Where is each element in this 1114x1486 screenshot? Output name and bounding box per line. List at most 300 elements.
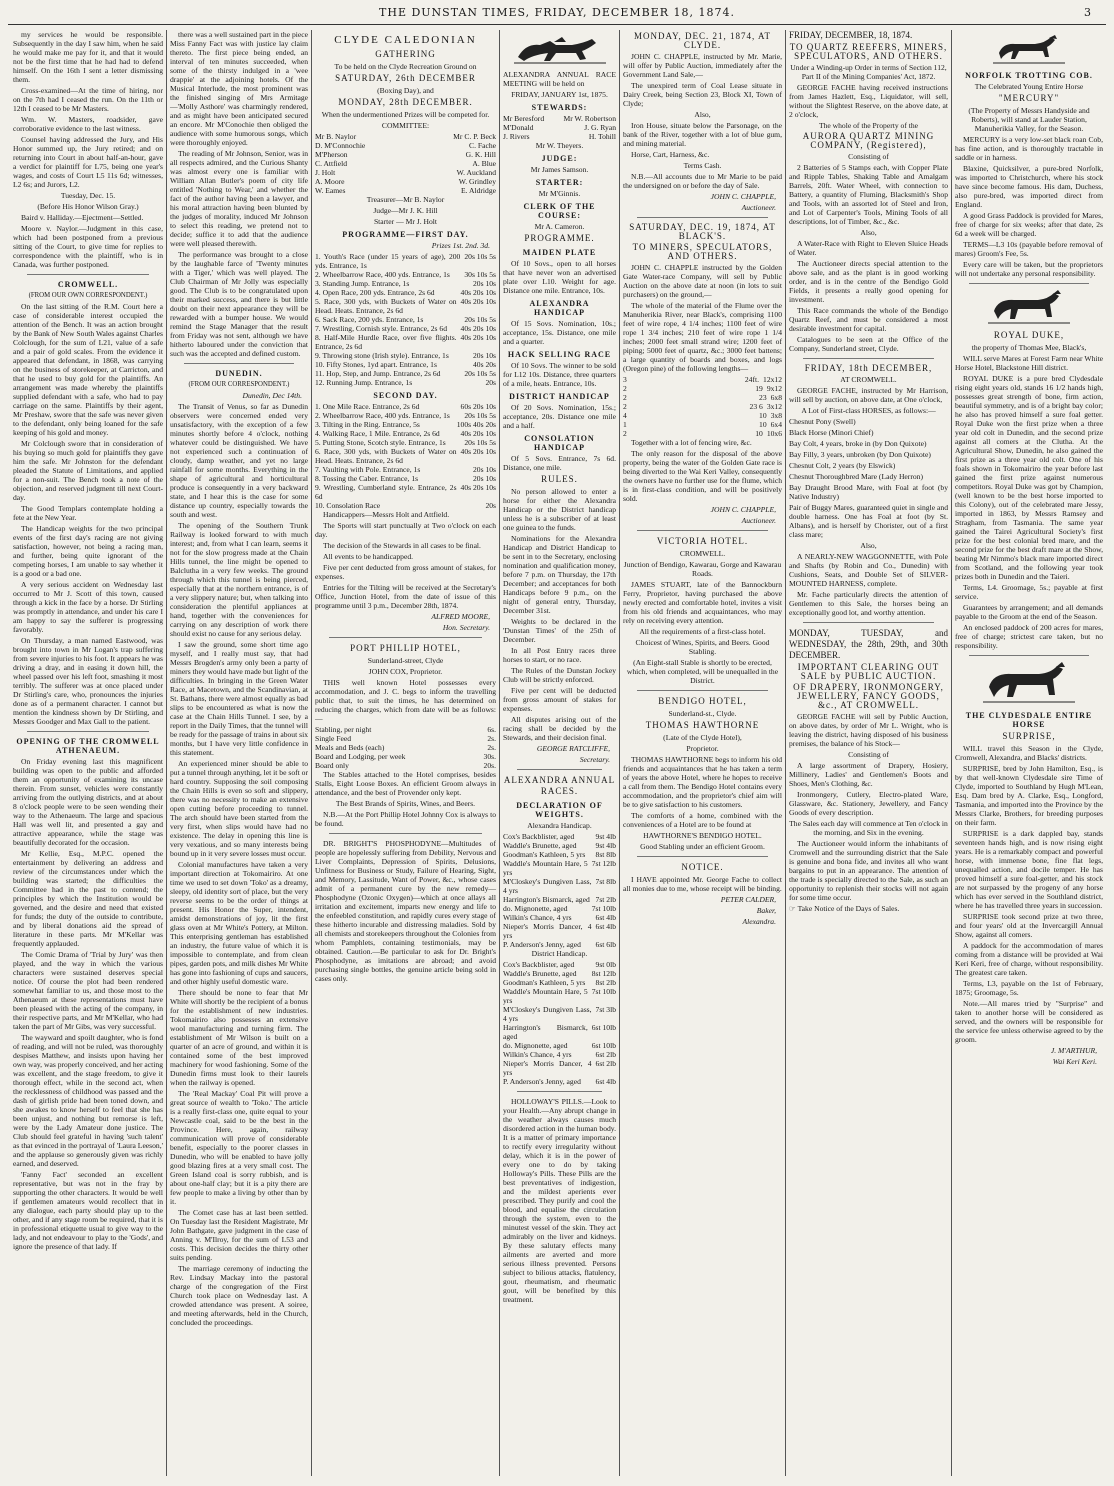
event-row xyxy=(315,315,496,324)
event-row-cell: 8. Tossing the Caber. Entrance, 1s xyxy=(315,474,419,483)
divider xyxy=(27,274,149,275)
paragraph: WILL travel this Season in the Clyde, Cromwell, Alexandra, and Blacks' districts. xyxy=(955,744,1103,762)
paragraph: A very serious accident on Wednesday last occurred to Mr J. Scott of this town, caused through a kick in the face by a horse. Dr Stirling was promptly in attendance, and under his care I am happy to say the sufferer is progressing favorably. xyxy=(13,580,163,634)
ad-title: BENDIGO HOTEL, xyxy=(658,696,747,706)
section-subheading: (FROM OUR OWN CORRESPONDENT.) xyxy=(28,292,148,299)
timber-row-cell: 10 xyxy=(759,411,767,420)
ad-title: ALEXANDRA ANNUAL RACES. xyxy=(503,775,616,796)
ad-text: When the undermentioned Prizes will be competed for. xyxy=(321,110,490,119)
sale-date: SATURDAY, DEC. 19, 1874, AT BLACK'S. xyxy=(629,222,776,241)
weight-row-cell: 7st 10lb xyxy=(591,987,616,996)
paragraph: Five per cent deducted from gross amount of stakes, for expenses. xyxy=(315,563,496,581)
weight-row xyxy=(503,960,616,969)
paragraph: WILL serve Mares at Forest Farm near White Horse Hotel, Blackstone Hill district. xyxy=(955,354,1103,372)
weight-row-cell: 6st 10lb xyxy=(591,1023,616,1032)
event-row xyxy=(315,270,496,279)
judge: Judge—Mr J. K. Hill xyxy=(373,206,438,215)
programme-heading: PROGRAMME—FIRST DAY. xyxy=(342,230,469,239)
ad-title: THE CLYDESDALE ENTIRE HORSE xyxy=(965,711,1093,729)
paragraph: I HAVE appointed Mr. George Fache to collect all monies due to me, whose receipt will be binding. xyxy=(623,875,782,893)
weight-row-cell: 9st 0lb xyxy=(595,960,616,969)
event-row xyxy=(315,465,496,474)
paragraph: The only reason for the disposal of the above property, being the water of the Golden Gate race is being diverted to the Wai Keri Valley, consequently the owners have no further use for the flume, which is in first-class condition, and will be positively sold. xyxy=(623,449,782,503)
event-row-cell: 7. Vaulting with Pole. Entrance, 1s xyxy=(315,465,421,474)
ad-town: CROMWELL. xyxy=(679,549,726,558)
weight-row-cell: do. Mignonette, aged xyxy=(503,904,568,913)
events-list xyxy=(315,252,496,387)
weight-row-cell: Nieper's Morris Dancer, 4 yrs xyxy=(503,922,592,940)
timber-row-cell: 2 xyxy=(623,384,627,393)
event-row xyxy=(315,252,496,270)
paragraph: Every care will be taken, but the proprietors will not undertake any personal responsibility. xyxy=(955,260,1103,278)
section-heading: OPENING OF THE CROMWELL ATHENAEUM. xyxy=(16,737,160,755)
paragraph: Of 10 Sovs., open to all horses that have never won an advertised plate over L10. Weight for age. Distance one mile. Entrance, 10s. xyxy=(503,259,616,295)
weight-row-cell: 7st 12lb xyxy=(591,859,616,868)
event-row-cell: 5. Race, 300 yds, with Buckets of Water on Head. Heats. Entrance, 2s 6d xyxy=(315,297,457,315)
weight-row-cell: Harrington's Bismarck, aged xyxy=(503,895,590,904)
ad-title: NORFOLK TROTTING COB. xyxy=(965,71,1093,80)
rate-row xyxy=(315,752,496,761)
race-heading: CONSOLATION HANDICAP xyxy=(524,434,595,452)
weight-row-cell: 7st 10lb xyxy=(591,904,616,913)
event-row-cell: 20s 10s 5s xyxy=(464,438,496,447)
committee-row-cell: E. Aldridge xyxy=(460,186,496,195)
pays-text: Take Notice of the Days of Sales. xyxy=(797,904,900,913)
paragraph: The Comet case has at last been settled. On Tuesday last the Resident Magistrate, Mr John Bathgate, gave judgment in the case of Anning v. M'Ilroy, for the sum of L53 and costs. This decision decides the thirty other suits pending. xyxy=(170,1208,308,1262)
committee-row xyxy=(315,186,496,195)
weight-row-cell: 6st 10lb xyxy=(591,1041,616,1050)
weight-row xyxy=(503,922,616,940)
masthead-rule xyxy=(8,24,1106,25)
paragraph: JOHN C. CHAPPLE instructed by the Golden Gate Water-race Company, will sell by Public Auction on the above date at noon (in lots to suit purchasers) on the ground,— xyxy=(623,263,782,299)
signature-role: Hon. Secretary. xyxy=(442,623,490,632)
rate-row-cell: Single Feed xyxy=(315,734,352,743)
paragraph: A good Grass Paddock is provided for Mares, free of charge for six weeks; after that date, 2s 6d a week will be charged. xyxy=(955,211,1103,238)
weight-row-cell: Cox's Backblister, aged xyxy=(503,960,575,969)
paragraph: Guarantees by arrangement; and all demands payable to the Groom at the end of the Season. xyxy=(955,603,1103,621)
rate-row-cell: 2s. xyxy=(487,734,496,743)
weight-row xyxy=(503,1059,616,1077)
timber-row-cell: 6x4 xyxy=(770,420,782,429)
weight-row-cell: 6st 6lb xyxy=(595,940,616,949)
weight-row-cell: 9st 4lb xyxy=(595,841,616,850)
paragraph: Mr. Fache particularly directs the attention of Gentlemen to this Sale, the horses being an exceptionally good lot, and worthy attention. xyxy=(789,590,948,617)
committee-row-cell: G. K. Hill xyxy=(465,150,496,159)
steward-row xyxy=(503,114,616,123)
weight-row xyxy=(503,895,616,904)
paragraph: Entries for the Tilting will be received at the Secretary's Office, Junction Hotel, from the date of issue of this programme until 3 p.m., December 28th, 1874. xyxy=(315,583,496,610)
timber-row xyxy=(623,393,782,402)
timber-row-cell: 3x12 xyxy=(766,402,782,411)
section-heading: CROMWELL. xyxy=(57,280,119,289)
weight-row xyxy=(503,832,616,841)
weight-row-cell: M'Closkey's Dungiven Lass, 4 yrs xyxy=(503,877,592,895)
ad-text: Junction of Bendigo, Kawarau, Gorge and Kawarau Roads. xyxy=(623,560,782,578)
committee-row-cell: A. Moore xyxy=(315,177,345,186)
paragraph: No person allowed to enter a horse for either the Alexandra Handicap or the District handicap unless he is a subscriber of at least one guinea to the funds. xyxy=(503,487,616,532)
weight-row-cell: Goodman's Kathleen, 5 yrs xyxy=(503,978,586,987)
event-row xyxy=(315,402,496,411)
horse-item: Chesnut Pony (Swell) xyxy=(789,417,856,426)
sale-heading: IMPORTANT CLEARING OUT SALE by PUBLIC AUCTION. xyxy=(797,662,940,681)
paragraph: All disputes arising out of the racing shall be decided by the Stewards, and their decision final. xyxy=(503,715,616,742)
weight-row-cell: 6st 2lb xyxy=(595,1050,616,1059)
paragraph: Five per cent will be deducted from gross amount of stakes for expenses. xyxy=(503,686,616,713)
event-row-cell: 30s 10s 5s xyxy=(464,270,496,279)
committee-row-cell: C. Fache xyxy=(469,141,496,150)
paragraph: Mr Colclough swore that in consideration of his buying so much gold for plaintiffs they gave him the safe. Mr Johnston for the defendant pleaded the Statute of Limitations, and applied for a non-suit. The Bench took a note of the objection, and reserved judgment till next Court-day. xyxy=(13,439,163,502)
paragraph: All events to be handicapped. xyxy=(323,552,414,561)
paragraph: Under a Winding-up Order in terms of Section 112, Part II of the Mining Companies' Act, 1872. xyxy=(790,63,947,81)
paragraph: N.B.—At the Port Phillip Hotel Johnny Cox is always to be found. xyxy=(315,810,496,828)
programme-heading: PROGRAMME. xyxy=(524,233,595,243)
ad-address: Sunderland-street, Clyde xyxy=(367,656,444,665)
steward-row xyxy=(503,123,616,132)
committee-row-cell: J. Holt xyxy=(315,168,336,177)
sale-date: MONDAY, TUESDAY, and WEDNESDAY, the 28th, 29th, and 30th DECEMBER. xyxy=(789,628,948,660)
paragraph: This Race commands the whole of the Bendigo Quartz Reef, and must be considered a most desirable investment for capital. xyxy=(789,306,948,333)
divider xyxy=(803,358,934,359)
weight-row-cell: Harrington's Bismarck, aged xyxy=(503,1023,588,1041)
ad-text: the property of Thomas Mee, Black's, xyxy=(971,343,1087,352)
paragraph: The whole of the Property of the xyxy=(818,121,919,130)
divider xyxy=(803,622,934,623)
event-row-cell: 60s 20s 10s xyxy=(460,402,496,411)
signature-role: Auctioneer. xyxy=(741,203,776,212)
paragraph: Nominations for the Alexandra Handicap and District Handicap to be sent in to the Secretary, enclosing nomination and qualification money, before 7 p.m. on Thursday, the 17th December; and acceptances for both Handicaps before 9 p.m., on the night of general entry, Thursday, December 31st. xyxy=(503,534,616,615)
paragraph: Blaxine, Quicksilver, a pure-bred Norfolk, was imported to Christchurch, where his stock have since become famous. His dam, Duchess, also pure-bred, was imported direct from England. xyxy=(955,164,1103,209)
weight-row-cell: Wilkin's Chance, 4 yrs xyxy=(503,913,572,922)
timber-row-cell: 10 xyxy=(759,420,767,429)
event-row xyxy=(315,297,496,315)
event-row-cell: 20s 10s 5s xyxy=(464,411,496,420)
ad-text: To be held on the Clyde Recreation Ground on xyxy=(334,62,477,71)
paragraph: A Lot of First-class HORSES, as follows:— xyxy=(801,406,936,415)
paragraph: Of 10 Sovs. The winner to be sold for L12 10s. Distance, three quarters of a mile, heats. Entrance, 10s. xyxy=(503,361,616,388)
timber-row-cell: 19 xyxy=(755,384,763,393)
event-row-cell: 20s xyxy=(485,501,496,510)
dateline: Dunedin, Dec 14th. xyxy=(242,391,302,400)
timber-row-cell: 10 xyxy=(755,429,763,438)
event-row-cell: 3. Tilting in the Ring. Entrance, 5s xyxy=(315,420,420,429)
ad-title: PORT PHILLIP HOTEL, xyxy=(350,643,461,653)
weight-row-cell: 6st 4lb xyxy=(595,913,616,922)
paragraph: An experienced miner should be able to put a tunnel through anything, let it be soft or hard country. Supposing the soil composing the Chain Hills is even so soft and slippery, there was no necessity to make an extensive open cutting before proceeding to tunnel. The arch should have been started from the very first, when slips would have had no existence. The delay in opening this line is very vexatious, and so many interests being bound up in it very severe losses must occur. xyxy=(170,759,308,858)
committee-row-cell: Mr B. Naylor xyxy=(315,132,357,141)
paragraph: The reading of Mr Johnson, Senior, was in all respects admired, and the Curious Shanty was almost every one is familiar with William Allan Butler's poem of city life entitled 'Nothing to Wear,' and whether the fact of the author having been a lawyer, and his moral attraction having been blunted by the judges of morality, induced Mr Johnson to select this reading, we pretend not to decide; suffice it to add that the audience were well pleased therewith. xyxy=(170,149,308,248)
paragraph: The decision of the Stewards in all cases to be final. xyxy=(323,541,481,550)
starter: Mr M'Ginnis. xyxy=(538,189,581,198)
rate-row-cell: 6s. xyxy=(487,725,496,734)
event-row-cell: 11. Hop, Step, and Jump. Entrance, 2s 6d xyxy=(315,369,441,378)
ad-date: SATURDAY, 26th DECEMBER xyxy=(335,73,476,83)
event-row-cell: 20s 10s 5s xyxy=(464,315,496,324)
committee-row xyxy=(315,132,496,141)
signature: ALFRED MOORE, xyxy=(431,612,490,621)
event-row-cell: 7. Wrestling, Cornish style. Entrance, 2s 6d xyxy=(315,324,448,333)
event-row-cell: 1. Youth's Race (under 15 years of age), 200 yds. Entrance, 1s xyxy=(315,252,461,270)
racehorse-icon xyxy=(510,33,610,67)
timber-row xyxy=(623,429,782,438)
committee-row-cell: W. Auckland xyxy=(456,168,496,177)
section-heading: DECLARATION OF WEIGHTS. xyxy=(516,801,603,819)
steward-row-cell: J. G. Ryan xyxy=(584,123,616,132)
sale-heading: TO QUARTZ REEFERS, MINERS, SPECULATORS, AND OTHERS. xyxy=(789,42,948,61)
paragraph: SURPRISE took second prize at two three, and four years' old at the Invercargill Annual Show, against all comers. xyxy=(955,912,1103,939)
column-4 xyxy=(499,30,619,1476)
rates-list xyxy=(315,725,496,770)
divider xyxy=(637,856,768,857)
clydesdale-horse-icon xyxy=(979,661,1079,707)
weight-row-cell: 7st 8lb xyxy=(595,877,616,886)
event-row-cell: 40s 20s 10s xyxy=(460,297,496,306)
column-3 xyxy=(311,30,499,1476)
column-6 xyxy=(785,30,951,1476)
event-row-cell: 3. Standing Jump. Entrance, 1s xyxy=(315,279,410,288)
paragraph: The whole of the material of the Flume over the Manuherikia River, near Black's, comprising 1100 feet of wire rope, 4 1/4 inches; 1100 feet of wire rope 1 3/4 inches; 210 feet of wire rope 1 1/4 inches; 2000 feet small strand wire; 1200 feet of piping; 5000 feet of quartz, &c.; 3000 feet battens; a large quantity of boards and boxes, and logs (Oregon pine) of the following lengths— xyxy=(623,301,782,373)
paragraph: Baird v. Halliday.—Ejectment—Settled. xyxy=(21,213,144,222)
also-label: Also, xyxy=(860,228,877,237)
divider xyxy=(637,217,768,218)
event-row-cell: 4. Open Race, 200 yds. Entrance, 2s 6d xyxy=(315,288,435,297)
rate-row-cell: Meals and Beds (each) xyxy=(315,743,385,752)
weight-row-cell: P. Anderson's Jenny, aged xyxy=(503,940,581,949)
committee-row-cell: D. M'Connochie xyxy=(315,141,366,150)
paragraph: SURPRISE is a dark dappled bay, stands seventeen hands high, and is now rising eight years. He is a remarkably compact and powerful horse, with immense bone, fine flat legs, unequalled action, and docile temper. He has proved himself a sure foal-getter, and his stock are not surpassed by the progeny of any horse which has ever served in the Southland district, where he has travelled three years in succession. xyxy=(955,829,1103,910)
paragraph: JOHN C. CHAPPLE, instructed by Mr. Marie, will offer by Public Auction, immediately after the Government Land Sale,— xyxy=(623,52,782,79)
paragraph: A large assortment of Drapery, Hosiery, Millinery, Ladies' and Gentlemen's Boots and Shoes, Men's Clothing, &c. xyxy=(789,761,948,788)
sale-date: MONDAY, DEC. 21, 1874, AT CLYDE. xyxy=(633,31,772,50)
ad-date: MONDAY, 28th DECEMBER. xyxy=(338,97,473,107)
event-row-cell: 20s 10s xyxy=(473,465,496,474)
section-heading: CLERK OF THE COURSE: xyxy=(523,202,596,220)
ad-date: FRIDAY, JANUARY 1st, 1875. xyxy=(511,90,608,99)
event-row-cell: 8. Half-Mile Hurdle Race, over five flights. Entrance, 2s 6d xyxy=(315,333,457,351)
timber-row-cell: 3x8 xyxy=(770,411,782,420)
steward-row-cell: J. Rivers xyxy=(503,132,530,141)
event-row xyxy=(315,483,496,501)
ad-text: HAWTHORNE'S BENDIGO HOTEL. xyxy=(643,831,762,840)
paragraph: MERCURY is a very low-set black roan Cob, has fine action, and is thoroughly tractable in saddle or in harness. xyxy=(955,135,1103,162)
event-row-cell: 20s 10s xyxy=(473,351,496,360)
paragraph: JAMES STUART, late of the Bannockburn Ferry, Proprietor, having purchased the above newly erected and comfortable hotel, invites a visit from his old friends and acquaintances, who may rely on receiving every attention. xyxy=(623,580,782,625)
weight-row xyxy=(503,841,616,850)
event-row-cell: 40s 20s 10s xyxy=(460,447,496,456)
paragraph: I saw the ground, some short time ago myself, and I really must say, that had Messrs Brogden's army only been a party of miners they would have made but light of the difficulties. In bringing in the Green Water Race, at Macetown, and the Scandinavian, at St. Bathans, there were almost equally as bad slips to be encountered as what is now the case at the Chain Hills Tunnel. I see, by a report in the Daily Times, that the tunnel will be ready for the passage of trains in about six months, but I have very little confidence in this statement. xyxy=(170,640,308,757)
weight-row xyxy=(503,1005,616,1023)
pays-notice xyxy=(789,904,948,913)
horse-item: Bay Colt, 4 years, broke in (by Don Quixote) xyxy=(789,439,927,448)
section-heading: DUNEDIN. xyxy=(215,369,263,378)
divider xyxy=(27,731,149,732)
timber-row-cell: 4 xyxy=(623,411,627,420)
committee-row xyxy=(315,150,496,159)
consisting-label: Consisting of xyxy=(848,750,889,759)
event-row xyxy=(315,429,496,438)
signature: JOHN C. CHAPPLE, xyxy=(710,192,776,201)
prize-columns: Prizes 1st. 2nd. 3d. xyxy=(431,241,490,250)
ad-title: ALEXANDRA ANNUAL RACE MEETING will be held on xyxy=(503,70,616,88)
timber-row xyxy=(623,411,782,420)
steward-row-cell: H. Tohill xyxy=(588,132,616,141)
paragraph: Together with a lot of fencing wire, &c. xyxy=(631,438,752,447)
paragraph: The opening of the Southern Trunk Railway is looked forward to with much interest; and, from what I can learn, seems it not for the slow progress made at the Chain Hills tunnel, the line might be opened to Balclutha in a very few weeks. The ground through which this tunnel is being pierced, especially that at the northern entrance, is of a very slippery nature; but, when talking into consideration the plentiful appliances at hand, together with the conveniences for carrying on any description of work there should exist no cause for any serious delay. xyxy=(170,521,308,638)
paragraph: On the last sitting of the R.M. Court here a case of considerable interest occupied the attention of the Bench. It was an action brought by the Bank of New South Wales against Charles Colclough, for the sum of L21, value of a safe and a pair of gold scales. From the evidence it appeared that defendant, in 1868, was carrying on the business of storekeeper, at Carricton, and that he used to buy gold for the plaintiffs. An arrangement was made whereby the plaintiffs supplied defendant with a safe, who had to pay carriage on the same. Plaintiffs by their agent, Mr Preshaw, swore that the safe was never given to the defendant, only being loaned for the safe keeping of his gold and money. xyxy=(13,302,163,437)
ad-text: (Late of the Clyde Hotel), xyxy=(663,733,742,742)
event-row-cell: 2. Wheelbarrow Race, 400 yds. Entrance, 1s xyxy=(315,411,450,420)
weight-row-cell: 8st 12lb xyxy=(591,969,616,978)
weight-row-cell: do. Mignonette, aged xyxy=(503,1041,568,1050)
terms: Terms Cash. xyxy=(683,161,722,170)
weight-row xyxy=(503,850,616,859)
horse-item: Black Horse (Minori Chief) xyxy=(789,428,874,437)
event-row xyxy=(315,474,496,483)
rate-row-cell: Board only xyxy=(315,761,349,770)
paragraph: Of 15 Sovs. Nomination, 10s.; acceptance, 15s. Distance, one mile and a quarter. xyxy=(503,319,616,346)
sale-heading: TO MINERS, SPECULATORS, AND OTHERS. xyxy=(632,242,773,261)
paragraph: GEORGE FACHE having received instructions from James Hazlett, Esq., Liquidator, will sell, without the Slightest Reserve, on the above date, at 2 o'clock, xyxy=(789,83,948,119)
weight-row-cell: 6st 4lb xyxy=(595,1077,616,1086)
weight-row xyxy=(503,904,616,913)
horse-name: "MERCURY" xyxy=(998,93,1060,103)
weight-row xyxy=(503,1077,616,1086)
paragraph: A Water-Race with Right to Eleven Sluice Heads of Water. xyxy=(789,239,948,257)
paragraph: Terms, L4. Groomage, 5s.; payable at first service. xyxy=(955,583,1103,601)
weight-row-cell: Wilkin's Chance, 4 yrs xyxy=(503,1050,572,1059)
event-row-cell: 40s 20s 10s xyxy=(460,288,496,297)
event-row-cell: 10. Fifty Stones, 1yd apart. Entrance, 1s xyxy=(315,360,437,369)
event-row-cell: 40s 20s 10s xyxy=(460,324,496,333)
paragraph: Weights to be declared in the 'Dunstan Times' of the 25th of December. xyxy=(503,617,616,644)
race-heading: HACK SELLING RACE xyxy=(507,350,612,359)
weight-row xyxy=(503,1050,616,1059)
column-5 xyxy=(619,30,785,1476)
weights-list xyxy=(503,832,616,949)
weight-row xyxy=(503,913,616,922)
also-label: Also, xyxy=(694,110,711,119)
event-row-cell: 100s 40s 20s xyxy=(456,420,496,429)
horse-item: Bay Filly, 3 years, unbroken (by Don Quixote) xyxy=(789,450,931,459)
stewards-list xyxy=(503,114,616,141)
weight-row xyxy=(503,978,616,987)
weight-row-cell: Waddle's Mountain Hare, 5 yrs xyxy=(503,859,588,877)
events-list xyxy=(315,402,496,510)
paragraph: my services he would be responsible. Subsequently in the day I saw him, when he said he would make me pay for it, and that it would not be the first time that he had had to defend himself. On the 16th I sent a letter dismissing them. xyxy=(13,30,163,84)
event-row xyxy=(315,411,496,420)
paragraph: Note.—All mares tried by "Surprise" and taken to another horse will be considered as served, and the owners will be responsible for the service fee unless otherwise agreed to by the groom. xyxy=(955,999,1103,1044)
race-heading: ALEXANDRA HANDICAP xyxy=(529,299,590,317)
committee-row-cell: A. Blue xyxy=(472,159,496,168)
timber-row-cell: 1 xyxy=(623,420,627,429)
weight-row xyxy=(503,987,616,1005)
ad-title: VICTORIA HOTEL. xyxy=(656,536,749,546)
weight-row xyxy=(503,940,616,949)
committee-row-cell: W. Eames xyxy=(315,186,346,195)
weight-row-cell: 7st 3lb xyxy=(595,1005,616,1014)
weight-row-cell: Goodman's Kathleen, 5 yrs xyxy=(503,850,586,859)
handicap-label: District Handicap. xyxy=(531,949,588,958)
paragraph: Colonial manufactures have taken a very important direction at Tokomairiro. At one time we used to set down 'Toko' as a dreamy, sleepy, old identity sort of place, but the very reverse seems to be the order of things at present. His Honor the Super, intendent, amidst demonstrations of joy, lit the first glass oven at Mr White's Pottery, at Milton. This enterprising gentleman has established an industry, the future value of which it is impossible to contemplate, and from clean pipes, garden pots, and milk dishes Mr White has gone into fashioning of cups and saucers, and other highly useful domestic ware. xyxy=(170,860,309,986)
event-row xyxy=(315,324,496,333)
rules-heading: RULES. xyxy=(541,474,578,484)
paragraph: Handicappers—Messrs Holt and Attfield. xyxy=(323,510,450,519)
event-row-cell: 40s 20s 10s xyxy=(460,333,496,342)
weight-row-cell: P. Anderson's Jenny, aged xyxy=(503,1077,581,1086)
divider xyxy=(517,1091,602,1092)
paragraph: TERMS—L3 10s (payable before removal of mares) Groom's Fee, 5s. xyxy=(955,240,1103,258)
page-number: 3 xyxy=(1084,6,1092,19)
weight-row xyxy=(503,859,616,877)
section-heading: STARTER: xyxy=(535,178,584,187)
event-row-cell: 40s 20s xyxy=(473,360,496,369)
signature: PETER CALDER, xyxy=(720,895,776,904)
horse-item: Chesnut Thoroughbred Mare (Lady Herron) xyxy=(789,472,923,481)
paragraph: A paddock for the accommodation of mares coming from a distance will be provided at Wai Keri Keri, free of charge, without responsibility. The greatest care taken. xyxy=(955,941,1103,977)
ad-text: Good Stabling under an efficient Groom. xyxy=(640,842,765,851)
section-subheading: (FROM OUR CORRESPONDENT.) xyxy=(188,381,290,388)
timber-row xyxy=(623,402,782,411)
paragraph: Of 20 Sovs. Nomination, 15s.; acceptance, 20s. Distance one mile and a half. xyxy=(503,403,616,430)
weight-row-cell: 6st 4lb xyxy=(595,922,616,931)
event-row-cell: 9. Wrestling, Cumberland style. Entrance, 2s 6d xyxy=(315,483,457,501)
race-heading: DISTRICT HANDICAP xyxy=(509,392,610,401)
ad-text: Proprietor. xyxy=(686,744,719,753)
ad-owner: JOHN COX, Proprietor. xyxy=(368,667,443,676)
sale-place: AT CROMWELL. xyxy=(840,375,897,384)
treasurer: Treasurer—Mr B. Naylor xyxy=(366,195,445,204)
paragraph: Counsel having addressed the Jury, and His Honor summed up, the Jury retired; and on returning into Court in about half-an-hour, gave a verdict for plaintiff for L75, being one year's wages, and costs of Court L5 11s 6d; witnesses, L2 6s; and Jurors, L2. xyxy=(13,135,163,189)
event-row xyxy=(315,369,496,378)
paragraph: The Sports will start punctually at Two o'clock on each day. xyxy=(315,521,496,539)
timber-row-cell: 3 xyxy=(623,375,627,384)
column-2 xyxy=(166,30,311,1476)
horse-item: Bay Draught Brood Mare, with Foal at foot (by Native Industry) xyxy=(789,483,948,501)
notice-heading: NOTICE. xyxy=(681,862,724,872)
rate-row-cell: 30s. xyxy=(483,752,496,761)
timber-row-cell: 9x12 xyxy=(766,384,782,393)
weight-row-cell: Waddle's Brunette, aged xyxy=(503,841,577,850)
dateline: Tuesday, Dec. 15. xyxy=(60,191,116,200)
event-row-cell: 1. One Mile Race. Entrance, 2s 6d xyxy=(315,402,420,411)
weight-row-cell: 7st 2lb xyxy=(595,895,616,904)
rate-row xyxy=(315,725,496,734)
event-row-cell: 12. Running Jump. Entrance, 1s xyxy=(315,378,413,387)
race-heading: MAIDEN PLATE xyxy=(522,248,597,257)
timber-row-cell: 2 xyxy=(623,393,627,402)
paragraph: ROYAL DUKE is a pure bred Clydesdale rising eight years old, stands 16 1/2 hands high, possesses great strength of bone, firm action, beautiful symmetry, and is of a bright bay color; he also has proved himself a sure foal getter. Royal Duke won the first prize when a three year old colt in Dunedin, and the second prize against all comers at the Clutha. At the Agricultural Show, Dunedin, he also gained the first prize as a three year old colt. One of his foals shown in Tokomairiro the year before last gained the first prize against numerous competitors. Royal Duke was got by Champion, (well known to be the best horse imported to this Colony), out of the celebrated mare Jessy, imported in 1863, by Messrs Ramsey and Stragham, from Tasmania. The same year gained the Tairei Agricultural Society's first prize for the best colonial bred mare, and the second prize for the best draft mare at the Show, beating Mr Nimmo's black mare imported direct from Scotland, and the following year took prizes both in Dunedin and the Taieri. xyxy=(955,374,1103,581)
paragraph: SURPRISE, bred by John Hamilton, Esq., is by that well-known Clydesdale sire Time of Clyde, imported to Southland by Hugh M'Lean, Esq. Dam bred by A. Clarke, Esq., Longford, Tasmania, and imported into the Province by the Messrs Clarke, Brothers, for breeding purposes on their farm. xyxy=(955,764,1103,827)
signature: JOHN C. CHAPPLE, xyxy=(710,505,776,514)
timber-row-cell: 6x8 xyxy=(770,393,782,402)
event-row-cell: 6. Race, 300 yds, with Buckets of Water on Head. Heats. Entrance, 2s 6d xyxy=(315,447,457,465)
paragraph: Terms, L3, payable on the 1st of February, 1875; Groomage, 5s. xyxy=(955,979,1103,997)
signature-place: Wai Keri Keri. xyxy=(1052,1057,1097,1066)
event-row xyxy=(315,333,496,351)
event-row xyxy=(315,279,496,288)
paragraph: THOMAS HAWTHORNE begs to inform his old friends and acquaintances that he has taken a term of years the above Hotel, where he hopes to receive a call from them. The Bendigo Hotel contains every accommodation, and the proprietor's chief aim will be to give satisfaction to his customers. xyxy=(623,755,782,809)
clerk: Mr A. Cameron. xyxy=(534,222,585,231)
ad-subtitle: GATHERING xyxy=(375,49,436,59)
paragraph: The comforts of a home, combined with the conveniences of a Hotel are to be found at xyxy=(623,811,782,829)
event-row xyxy=(315,288,496,297)
byline: (Before His Honor Wilson Gray.) xyxy=(37,202,139,211)
paragraph: The Stables attached to the Hotel comprises, besides Stalls, Eight Loose Boxes. An efficient Groom always in attendance, and the best of Provender only kept. xyxy=(315,770,496,797)
weights-list xyxy=(503,960,616,1086)
paragraph: Ironmongery, Cutlery, Electro-plated Ware, Glassware, &c. Stationery, Jewellery, and Fancy Goods of every description. xyxy=(789,790,948,817)
event-row-cell: 40s 20s 10s xyxy=(460,483,496,492)
paragraph: On Thursday, a man named Eastwood, was brought into town in Mr Logan's trap suffering from severe injuries to his foot. It appears he was driving a dray, and in easing it down hill, the wheel passed over his left foot, smashing it most terribly. The sufferer was at once placed under Dr Stirling's care, who, pronounces the injuries done as of a permanent character. I cannot but mention the kindness shown by Dr Stirling, and Messrs Goodger and Max Gall to the patient. xyxy=(13,636,163,726)
programme-heading: SECOND DAY. xyxy=(373,391,438,400)
